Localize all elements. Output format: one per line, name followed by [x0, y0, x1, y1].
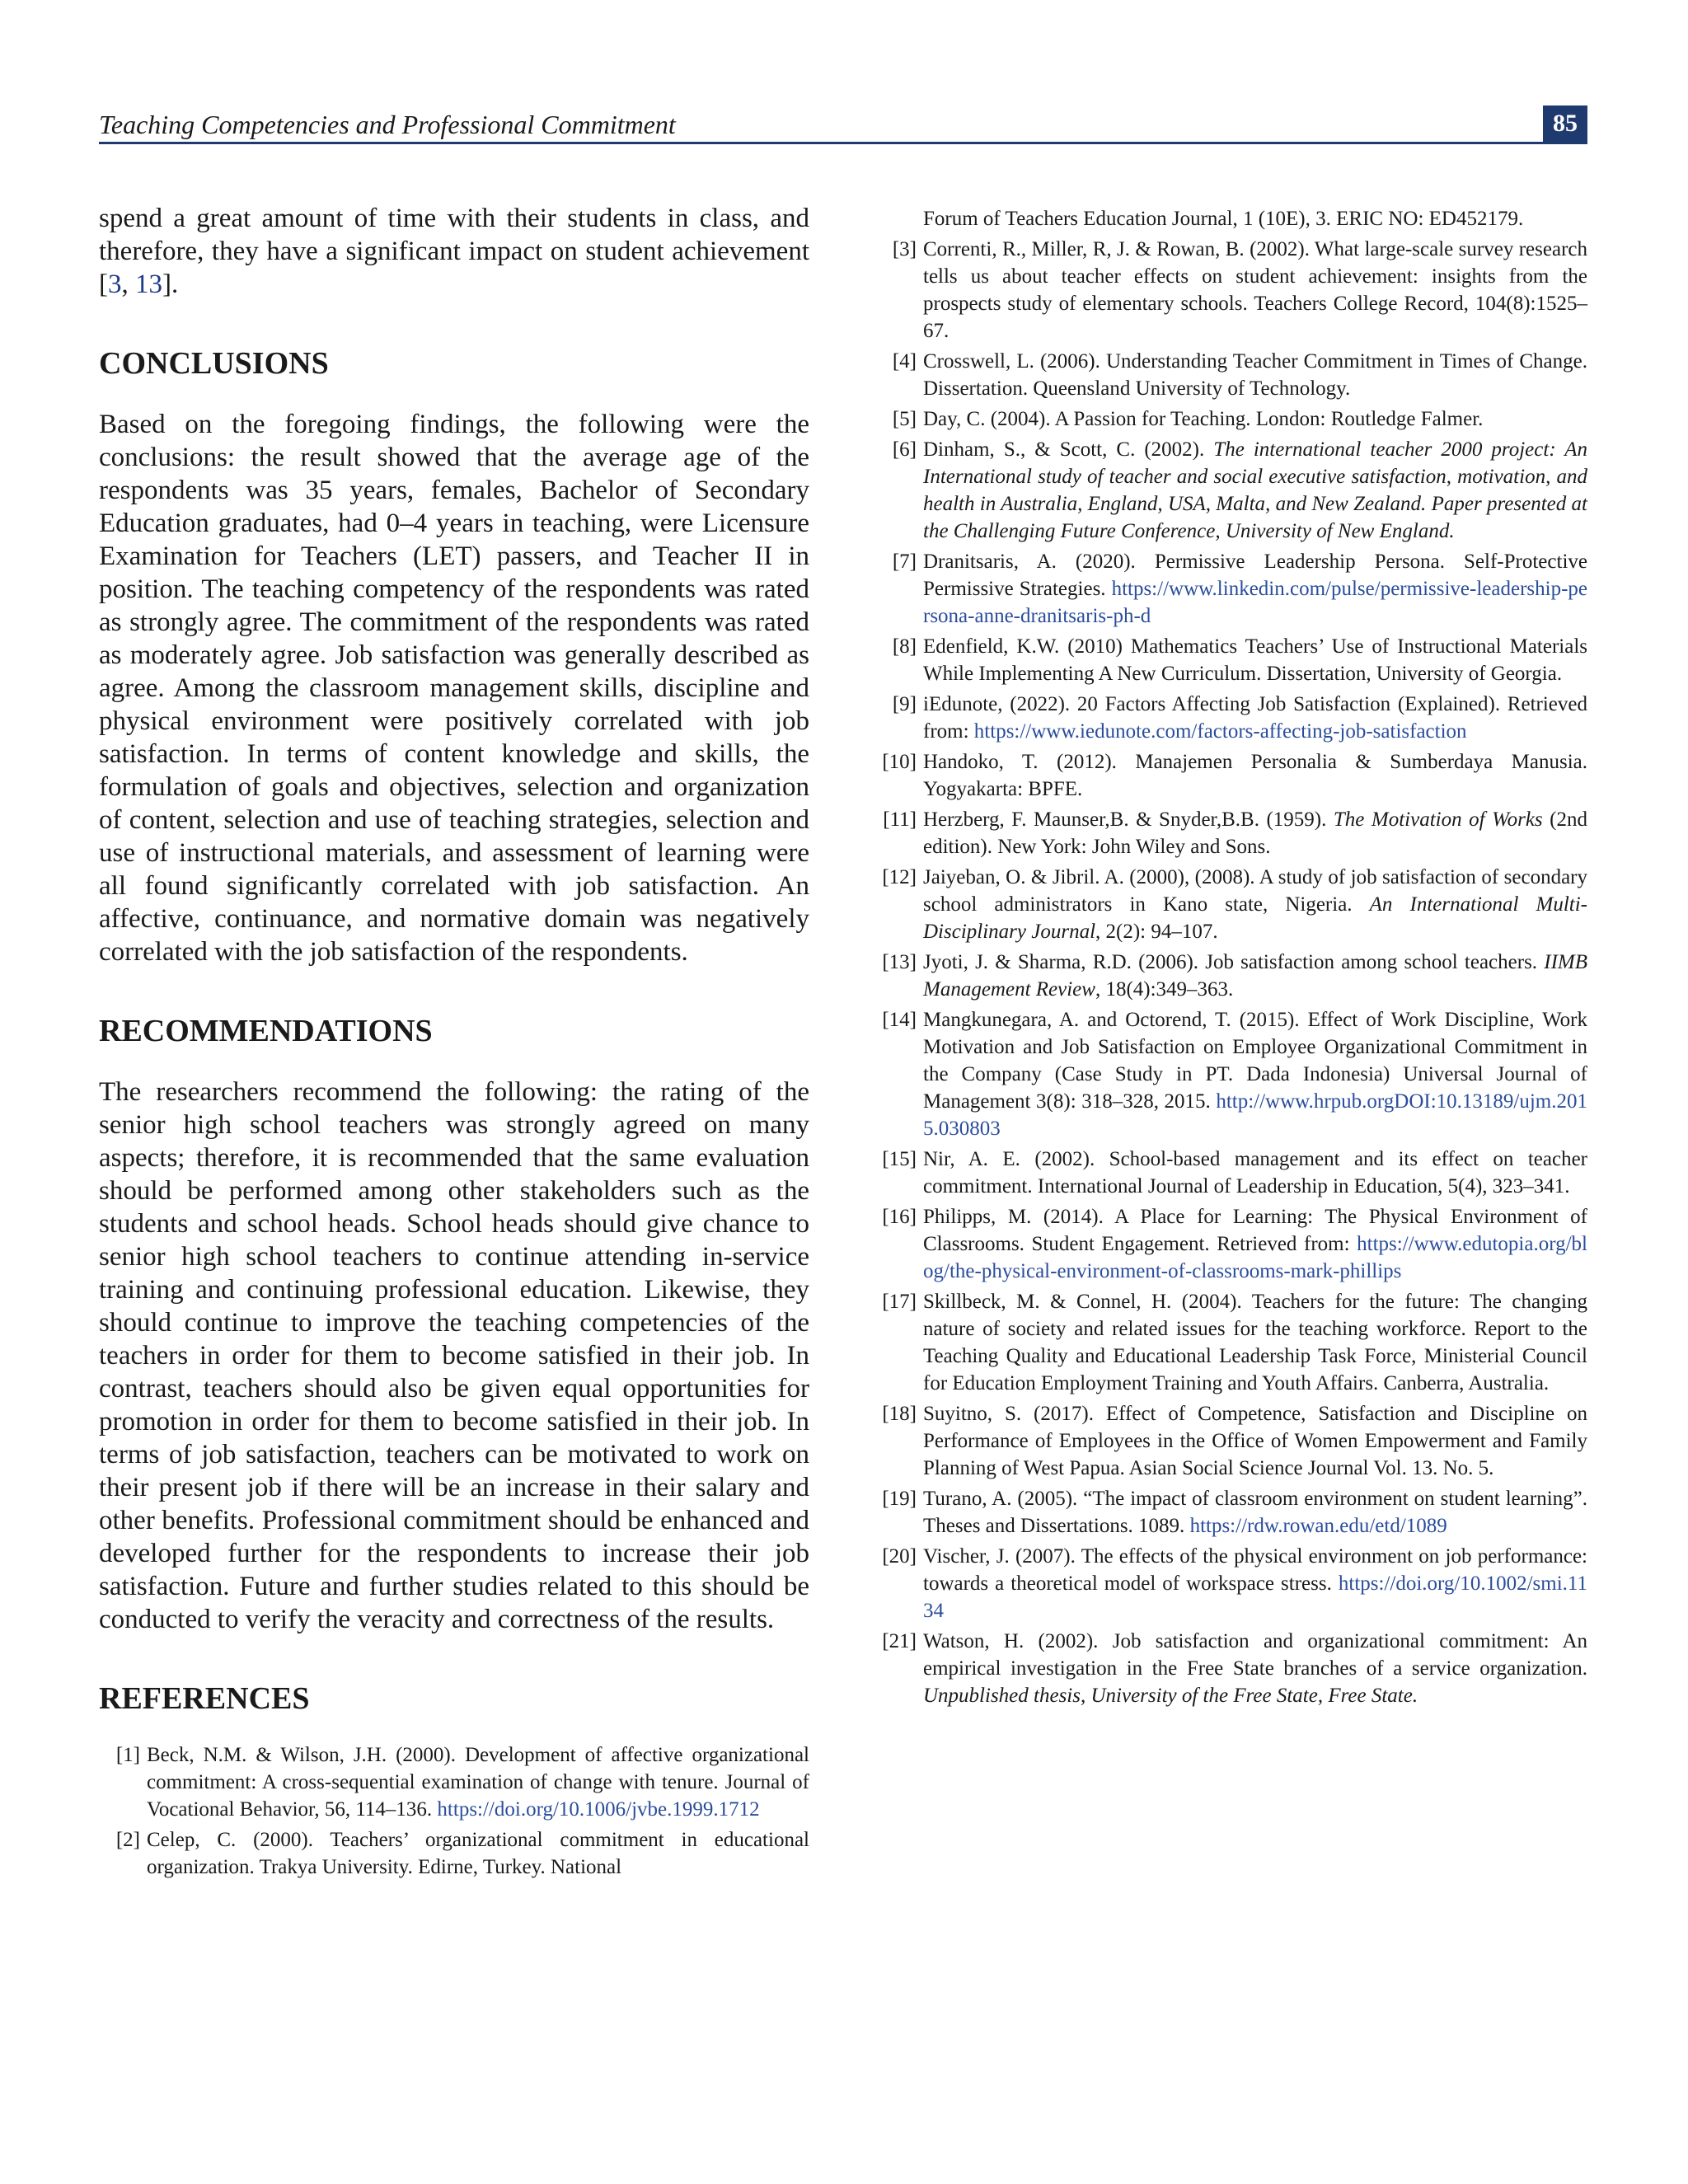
reference-item-10: [10] Handoko, T. (2012). Manajemen Personalia & Sumberdaya Manusia. Yogyakarta: BPFE.: [882, 751, 1587, 800]
reference-link-1[interactable]: https://doi.org/10.1006/jvbe.1999.1712: [437, 1798, 760, 1821]
citation-link-3[interactable]: 3: [108, 269, 122, 299]
conclusions-heading: CONCLUSIONS: [99, 346, 329, 381]
reference-item-15: [15] Nir, A. E. (2002). School-based management and its effect on teacher commitment. International Journal of Leadership in Education, 5(4), 323–341.: [882, 1148, 1587, 1197]
reference-item-5: [5] Day, C. (2004). A Passion for Teaching. London: Routledge Falmer.: [892, 408, 1484, 430]
reference-item-4: [4] Crosswell, L. (2006). Understanding Teacher Commitment in Times of Change. Dissertation. Queensland University of Technology.: [892, 350, 1587, 400]
reference-link-19[interactable]: https://rdw.rowan.edu/etd/1089: [1189, 1515, 1447, 1537]
reference-item-8: [8] Edenfield, K.W. (2010) Mathematics Teachers’ Use of Instructional Materials While Implementing A New Curriculum. Dissertation, University of Georgia.: [892, 635, 1587, 685]
reference-item-14: [14] Mangkunegara, A. and Octorend, T. (2015). Effect of Work Discipline, Work Motivation and Job Satisfaction on Employee Organizational Commitment in the Company (Case Study in PT. Dada Indonesia) Universal Journal of Management 3(8): 318–328, 2015. http://www.hrpub.orgDOI:10.13189/ujm.2015.030803: [882, 1009, 1587, 1140]
references-list-left: [99, 1741, 809, 1881]
running-title: Teaching Competencies and Professional Commitment: [99, 110, 676, 139]
reference-item-6: [6] Dinham, S., & Scott, C. (2002). The international teacher 2000 project: An International study of teacher and social executive satisfaction, motivation, and health in Australia, England, USA, Malta, and New Zealand. Paper presented at the Challenging Future Conference, University of New England.: [892, 438, 1587, 542]
reference-item-1: [1] Beck, N.M. & Wilson, J.H. (2000). Development of affective organizational commitment: A cross-sequential examination of change with tenure. Journal of Vocational Behavior, 56, 114–136. https://doi.org/10.1006/jvbe.1999.1712: [115, 1744, 809, 1821]
references-list-right: [875, 205, 1587, 1713]
reference-item-19: [19] Turano, A. (2005). “The impact of classroom environment on student learning”. Theses and Dissertations. 1089. https://rdw.rowan.edu/etd/1089: [882, 1488, 1587, 1537]
reference-link-9[interactable]: https://www.iedunote.com/factors-affecting-job-satisfaction: [973, 720, 1467, 743]
reference-item-12: [12] Jaiyeban, O. & Jibril. A. (2000), (2008). A study of job satisfaction of secondary school administrators in Kano state, Nigeria. An International Multi-Disciplinary Journal, 2(2): 94–107.: [882, 866, 1587, 943]
references-heading: REFERENCES: [99, 1681, 310, 1716]
reference-item-7: [7] Dranitsaris, A. (2020). Permissive Leadership Persona. Self-Protective Permissive Strategies. https://www.linkedin.com/pulse/permissive-leadership-persona-anne-dranitsaris-ph-d: [892, 551, 1587, 627]
left-column: [99, 202, 809, 1884]
reference-item-13: [13] Jyoti, J. & Sharma, R.D. (2006). Job satisfaction among school teachers. IIMB Management Review, 18(4):349–363.: [882, 951, 1587, 1001]
reference-item-3: [3] Correnti, R., Miller, R, J. & Rowan, B. (2002). What large-scale survey research tells us about teacher effects on student achievement: insights from the prospects study of elementary schools. Teachers College Record, 104(8):1525–67.: [892, 238, 1587, 342]
reference-item-17: [17] Skillbeck, M. & Connel, H. (2004). Teachers for the future: The changing nature of society and related issues for the teaching workforce. Report to the Teaching Quality and Educational Leadership Task Force, Ministerial Council for Education Employment Training and Youth Affairs. Canberra, Australia.: [882, 1291, 1587, 1394]
reference-item-21: [21] Watson, H. (2002). Job satisfaction and organizational commitment: An empirical investigation in the Free State branches of a service organization. Unpublished thesis, University of the Free State, Free State.: [882, 1630, 1587, 1707]
recommendations-heading: RECOMMENDATIONS: [99, 1014, 433, 1048]
intro-paragraph: spend a great amount of time with their students in class, and therefore, they have a significant impact on student achievement [3, 13].: [99, 204, 809, 299]
reference-item-16: [16] Philipps, M. (2014). A Place for Learning: The Physical Environment of Classrooms. Student Engagement. Retrieved from: https://www.edutopia.org/blog/the-physical-environment-of-classrooms-mark-phillips: [882, 1206, 1587, 1282]
reference-item-9: [9] iEdunote, (2022). 20 Factors Affecting Job Satisfaction (Explained). Retrieved from: https://www.iedunote.com/factors-affecting-job-satisfaction: [892, 693, 1587, 743]
recommendations-paragraph: The researchers recommend the following: the rating of the senior high school teachers was strongly agreed on many aspects; therefore, it is recommended that the same evaluation should be performed among other stakeholders such as the students and school heads. School heads should give chance to senior high school teachers to continue attending in-service training and continuing professional education. Likewise, they should continue to improve the teaching competencies of the teachers in order for them to become satisfied in their job. In contrast, teachers should also be given equal opportunities for promotion in order for them to become satisfied in their job. In terms of job satisfaction, teachers can be motivated to work on their present job if there will be an increase in their salary and other benefits. Professional commitment should be enhanced and developed further for the respondents to increase their job satisfaction. Future and further studies related to this should be conducted to verify the veracity and correctness of the results.: [99, 1077, 809, 1634]
running-header: [99, 104, 1587, 144]
reference-item-2: [2] Celep, C. (2000). Teachers’ organizational commitment in educational organization. Trakya University. Edirne, Turkey. National: [115, 1829, 809, 1878]
reference-item-20: [20] Vischer, J. (2007). The effects of the physical environment on job performance: towards a theoretical model of workspace stress. https://doi.org/10.1002/smi.1134: [882, 1545, 1587, 1622]
reference-item-11: [11] Herzberg, F. Maunser,B. & Snyder,B.B. (1959). The Motivation of Works (2nd edition). New York: John Wiley and Sons.: [883, 808, 1587, 858]
reference-link-16[interactable]: https://www.edutopia.org/blog/the-physical-environment-of-classrooms-mark-phillips: [923, 1233, 1587, 1282]
conclusions-paragraph: Based on the foregoing findings, the following were the conclusions: the result showed that the average age of the respondents was 35 years, females, Bachelor of Secondary Education graduates, had 0–4 years in teaching, were Licensure Examination for Teachers (LET) passers, and Teacher II in position. The teaching competency of the respondents was rated as strongly agree. The commitment of the respondents was rated as moderately agree. Job satisfaction was generally described as agree. Among the classroom management skills, discipline and physical environment were positively correlated with job satisfaction. In terms of content knowledge and skills, the formulation of goals and objectives, selection and organization of content, selection and use of teaching strategies, selection and use of instructional materials, and assessment of learning were all found significantly correlated with job satisfaction. An affective, continuance, and normative domain was negatively correlated with the job satisfaction of the respondents.: [99, 410, 809, 967]
reference-item-18: [18] Suyitno, S. (2017). Effect of Competence, Satisfaction and Discipline on Performance of Employees in the Office of Women Empowerment and Family Planning of West Papua. Asian Social Science Journal Vol. 13. No. 5.: [882, 1403, 1587, 1479]
reference-link-20[interactable]: https://doi.org/10.1002/smi.1134: [923, 1572, 1587, 1622]
reference-link-7[interactable]: https://www.linkedin.com/pulse/permissive-leadership-persona-anne-dranitsaris-ph-d: [923, 578, 1587, 627]
reference-item-2-continued: Forum of Teachers Education Journal, 1 (10E), 3. ERIC NO: ED452179.: [923, 208, 1524, 230]
citation-link-13[interactable]: 13: [135, 269, 162, 299]
reference-link-14[interactable]: http://www.hrpub.orgDOI:10.13189/ujm.2015.030803: [923, 1090, 1587, 1140]
page-number-badge: 85: [1543, 105, 1587, 142]
